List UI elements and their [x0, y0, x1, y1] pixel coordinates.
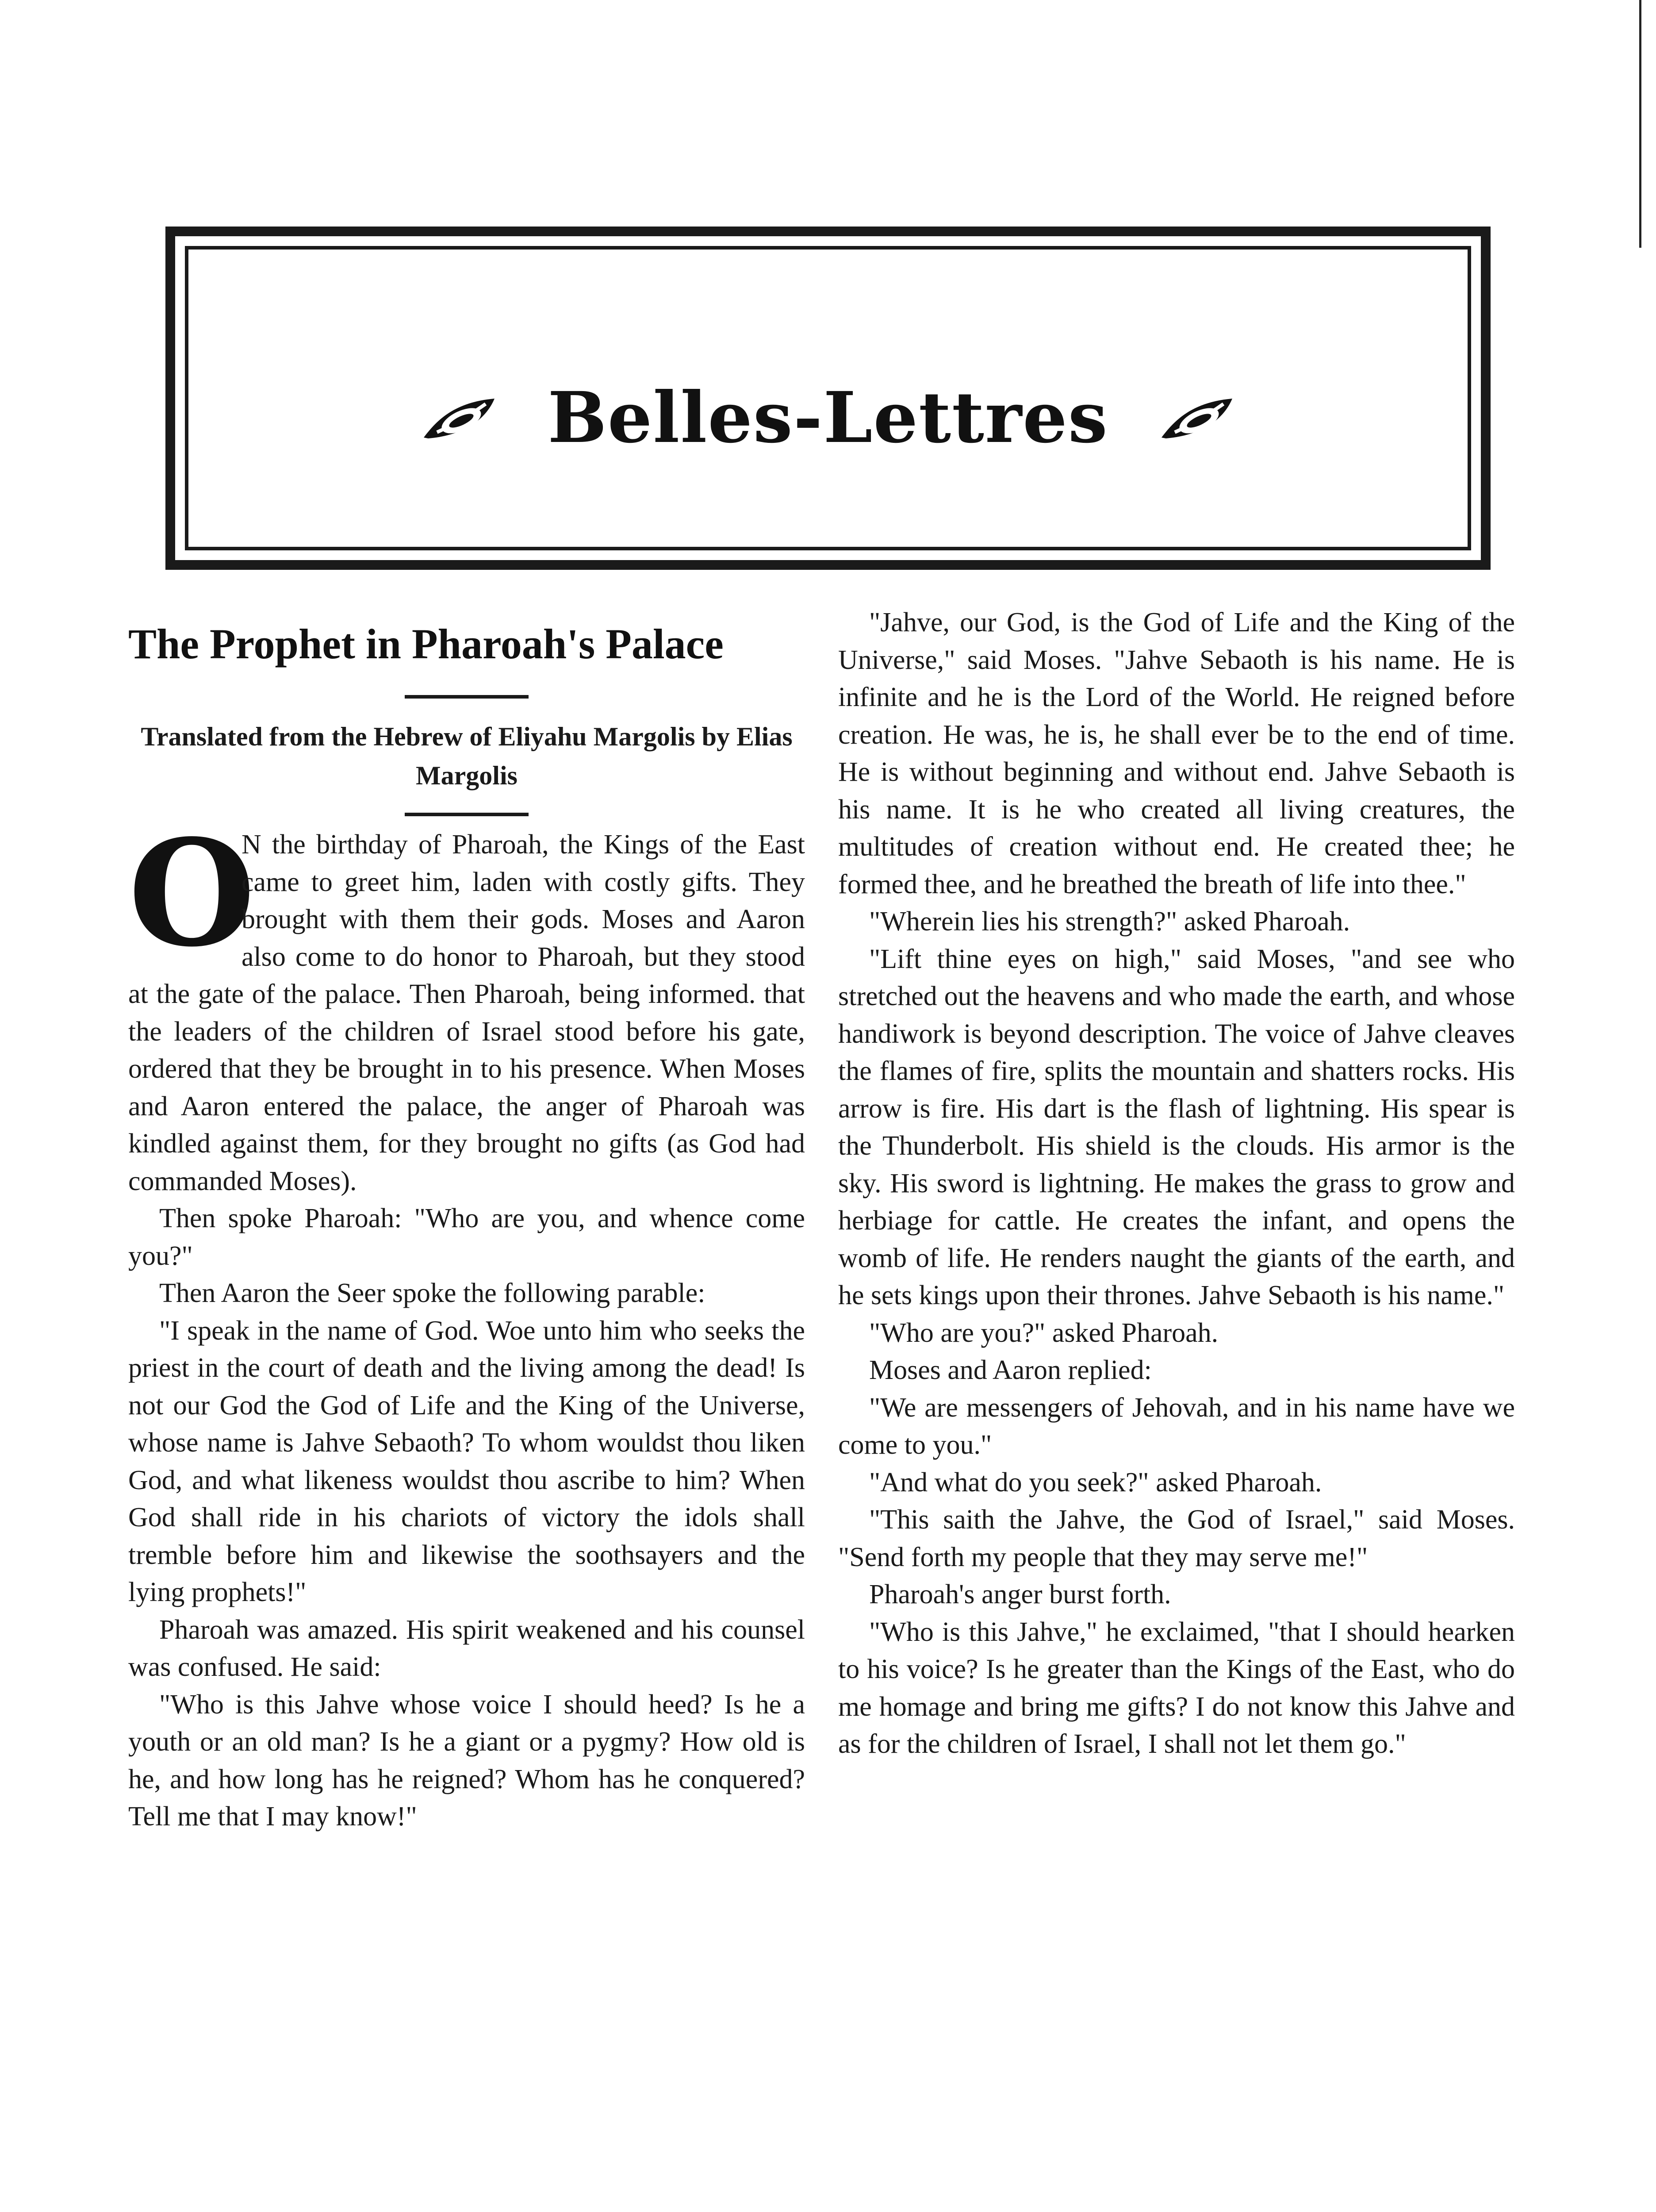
paragraph: Moses and Aaron replied:: [869, 1355, 1152, 1385]
title-rule: [405, 695, 529, 699]
leaf-ornament-icon: [419, 393, 499, 442]
paragraph: "Who are you?" asked Pharoah.: [869, 1317, 1219, 1348]
header-inner-frame: [185, 246, 1471, 550]
paragraph: Then spoke Pharoah: "Who are you, and whence come you?": [128, 1203, 805, 1271]
article-title: The Prophet in Pharoah's Palace: [128, 620, 724, 668]
paragraph: Then Aaron the Seer spoke the following parable:: [159, 1278, 705, 1308]
article-byline: Translated from the Hebrew of Eliyahu Margolis by Elias Margolis: [141, 722, 793, 790]
paragraph: "Lift thine eyes on high," said Moses, "and see who stretched out the heavens and who made the earth, and whose handiwork is beyond description. The voice of Jahve cleaves the flames of fire, splits the mountain and shatters rocks. His arrow is fire. His dart is the flash of lightning. His spear is the Thunderbolt. His shield is the clouds. His armor is the sky. His sword is lightning. He makes the grass to grow and herbiage for cattle. He creates the infant, and opens the womb of life. He renders naught the giants of the earth, and he sets kings upon their thrones. Jahve Sebaoth is his name.": [838, 944, 1515, 1310]
paragraph: "Wherein lies his strength?" asked Pharoah.: [869, 906, 1350, 937]
right-column: [838, 604, 1515, 1763]
paragraph: N the birthday of Pharoah, the Kings of the East came to greet him, laden with costly gifts. They brought with them their gods. Moses and Aaron also come to do honor to Pharoah, but they stood at the gate of the palace. Then Pharoah, being informed. that the leaders of the children of Israel stood before his gate, ordered that they be brought in to his presence. When Moses and Aaron entered the palace, the anger of Pharoah was kindled against them, for they brought no gifts (as God had commanded Moses).: [128, 830, 805, 1196]
left-column-text: [128, 807, 805, 1836]
leaf-ornament-icon: [1157, 393, 1237, 442]
left-column: [128, 588, 805, 1836]
paragraph: Pharoah's anger burst forth.: [869, 1579, 1171, 1609]
drop-cap: O: [128, 807, 256, 979]
paragraph: "Who is this Jahve," he exclaimed, "that I should hearken to his voice? Is he greater than the Kings of the East, who do me homage and bring me gifts? I do not know this Jahve and as for the children of Israel, I shall not let them go.": [838, 1617, 1515, 1759]
paragraph: "This saith the Jahve, the God of Israel," said Moses. "Send forth my people that they may serve me!": [838, 1505, 1515, 1572]
byline-rule: [405, 813, 529, 816]
paragraph: Pharoah was amazed. His spirit weakened and his counsel was confused. He said:: [128, 1614, 805, 1682]
header-content: [188, 373, 1468, 462]
right-column-text: [838, 604, 1515, 1763]
scan-edge-line: [1639, 0, 1641, 248]
paragraph: "Who is this Jahve whose voice I should heed? Is he a youth or an old man? Is he a giant or a pygmy? How old is he, and how long has he reigned? Whom has he conquered? Tell me that I may know!": [128, 1689, 805, 1832]
paragraph: "I speak in the name of God. Woe unto him who seeks the priest in the court of death and the living among the dead! Is not our God the God of Life and the King of the Universe, whose name is Jahve Sebaoth? To whom wouldst thou liken God, and what likeness wouldst thou ascribe to him? When God shall ride in his chariots of victory the idols shall tremble before him and likewise the soothsayers and the lying prophets!": [128, 1315, 805, 1607]
paragraph: "Jahve, our God, is the God of Life and the King of the Universe," said Moses. "Jahve Sebaoth is his name. He is infinite and he is the Lord of the World. He reigned before creation. He was, he is, he shall ever be to the end of time. He is without beginning and without end. Jahve Sebaoth is his name. It is he who created all living creatures, the multitudes of creation without end. He created thee; he formed thee, and he breathed the breath of life into thee.": [838, 607, 1515, 899]
header-box: [165, 227, 1491, 570]
paragraph: "And what do you seek?" asked Pharoah.: [869, 1467, 1322, 1498]
paragraph: "We are messengers of Jehovah, and in his name have we come to you.": [838, 1392, 1515, 1460]
section-title: Belles-Lettres: [548, 376, 1108, 459]
